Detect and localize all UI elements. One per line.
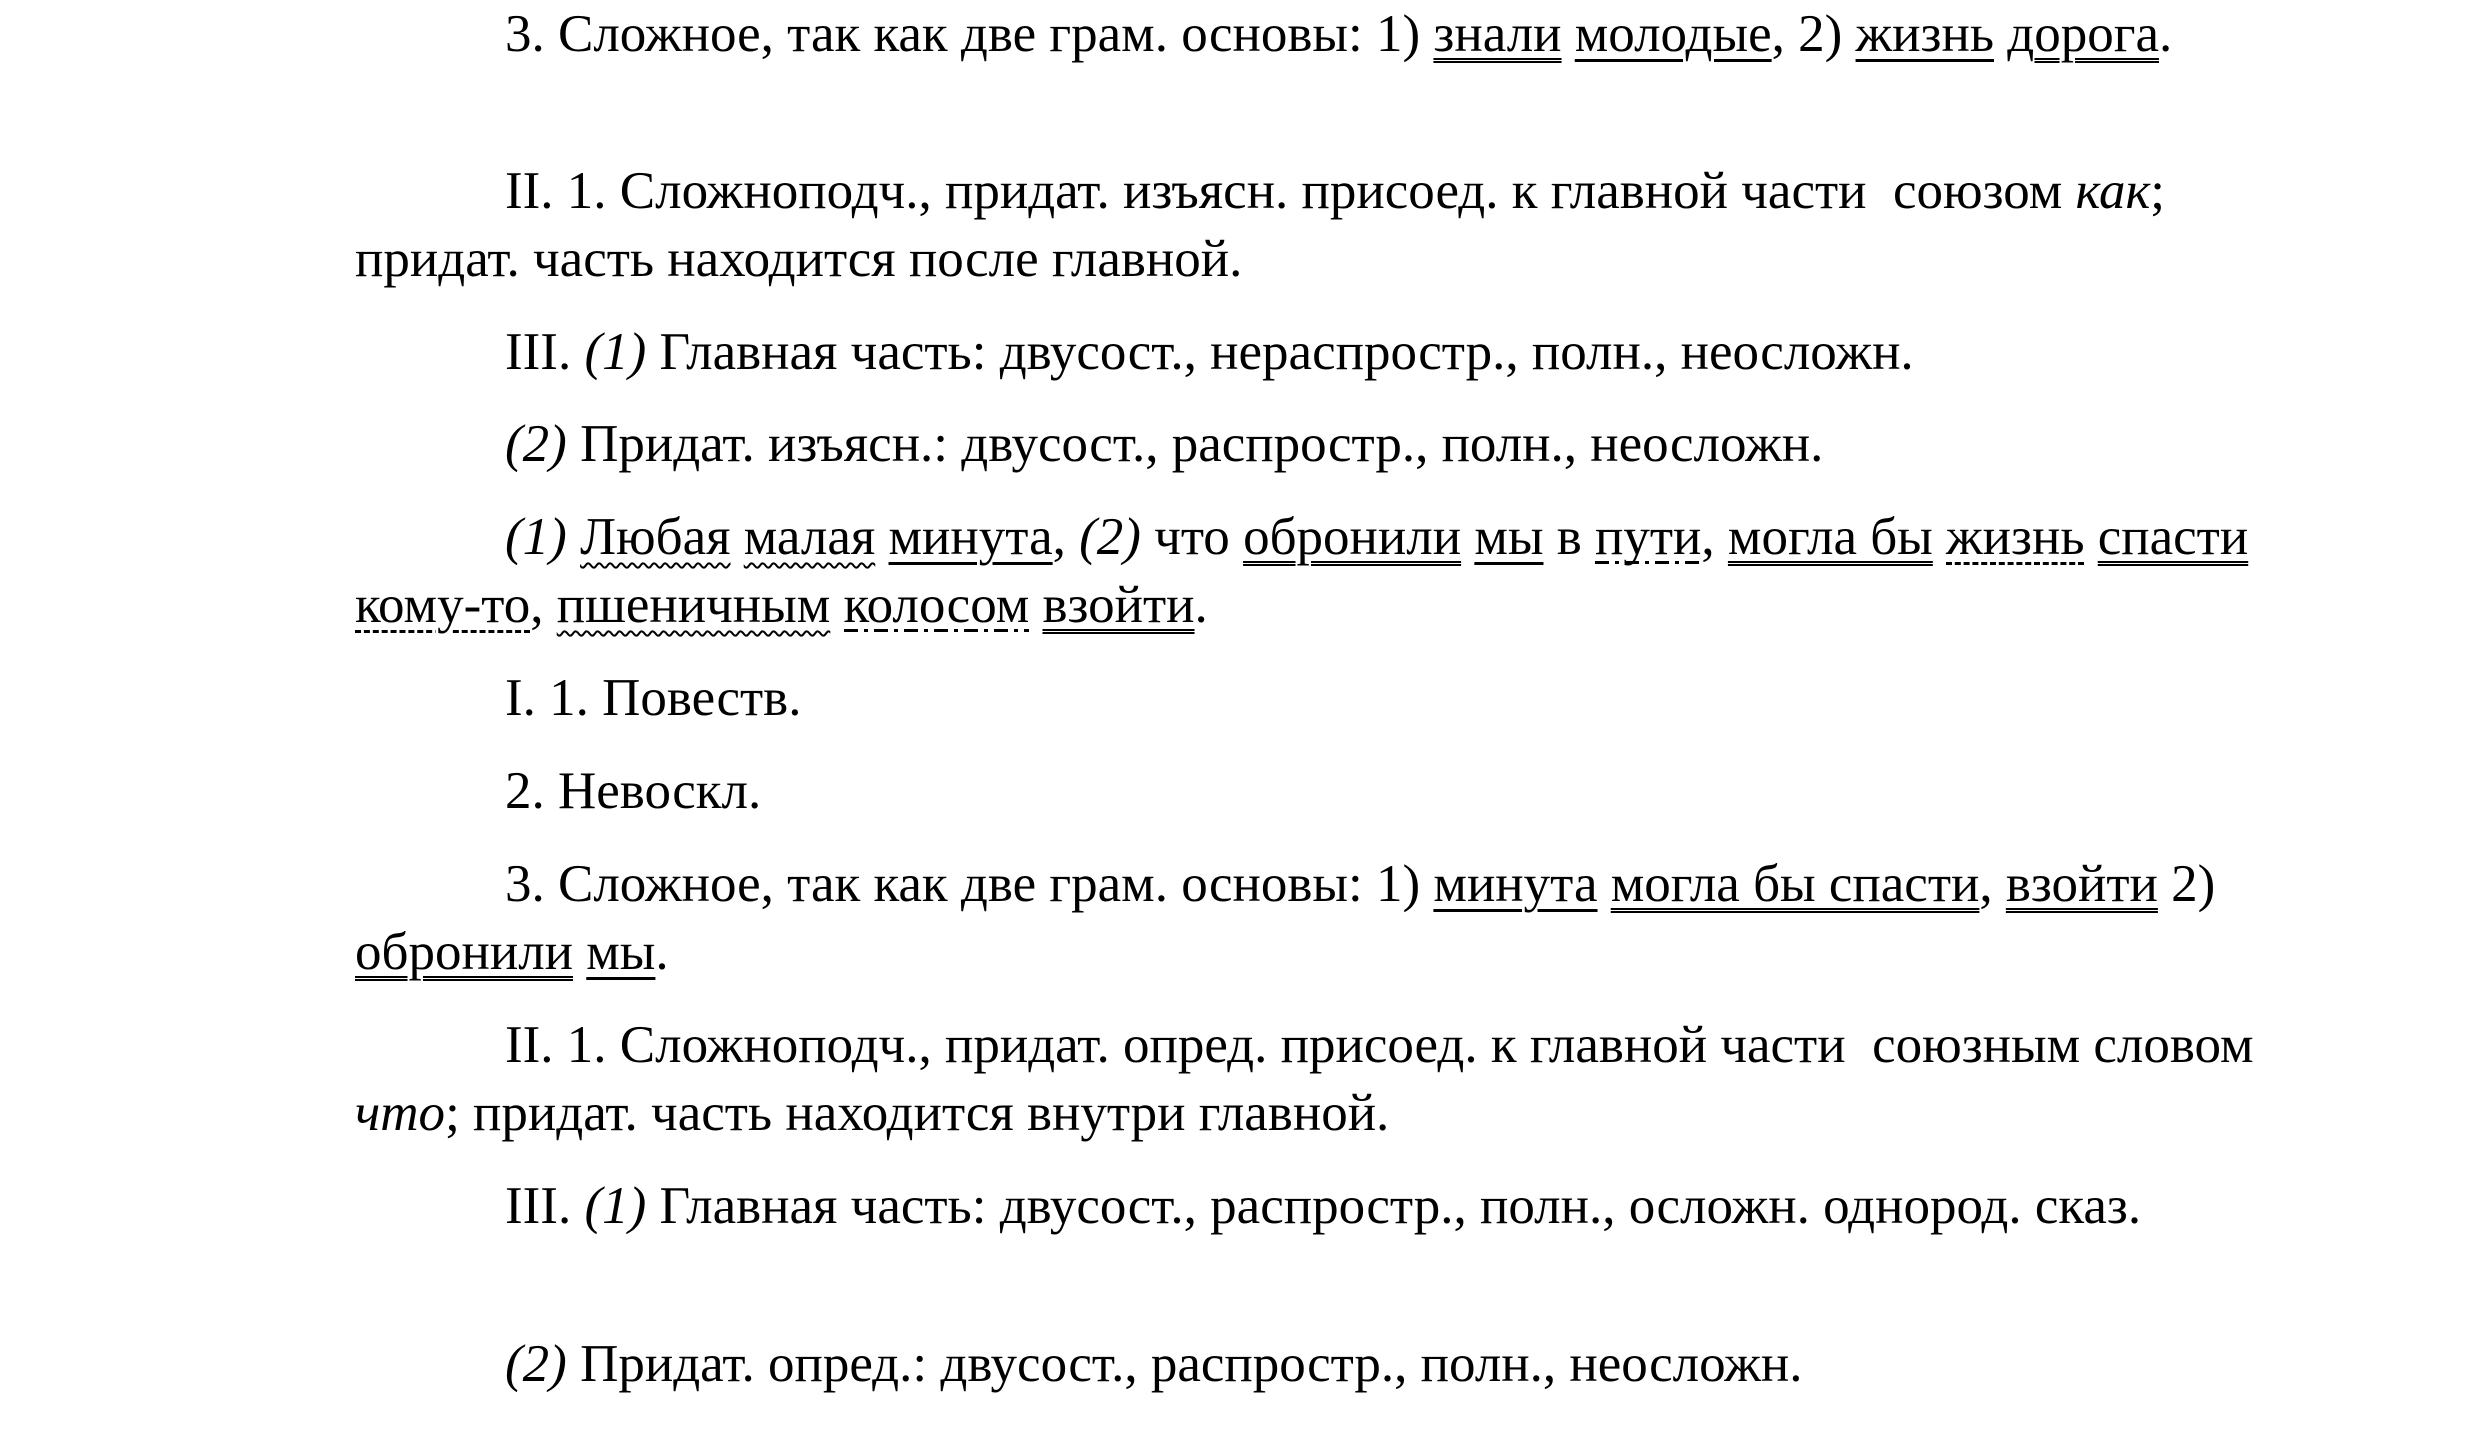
- text-run: 2. Невоскл.: [505, 762, 762, 820]
- text-subj: молодые: [1574, 5, 1772, 63]
- text-run: .: [2158, 5, 2173, 63]
- text-run: [1461, 508, 1474, 566]
- paragraph-4: [355, 410, 2275, 478]
- text-subj: жизнь: [1855, 5, 1994, 63]
- text-run: III.: [505, 323, 585, 381]
- text-run: ,: [1052, 508, 1080, 566]
- text-run: [830, 576, 843, 634]
- text-run: [1029, 576, 1042, 634]
- text-pred: обронили: [355, 923, 574, 981]
- text-run: [1994, 5, 2007, 63]
- text-run: III.: [505, 1177, 585, 1235]
- text-run: Главная часть: двусост., распростр., полн., осложн. однород. сказ.: [646, 1177, 2142, 1235]
- text-run: Главная часть: двусост., нераспростр., полн., неосложн.: [646, 323, 1914, 381]
- text-run: [567, 508, 580, 566]
- paragraph-11: [355, 1330, 2275, 1398]
- text-pred: знали: [1433, 5, 1562, 63]
- text-it: (2): [505, 1335, 567, 1393]
- text-run: .: [1194, 576, 1208, 634]
- text-run: 3. Сложное, так как две грам. основы: 1): [505, 5, 1434, 63]
- text-run: , 2): [1771, 5, 1856, 63]
- paragraph-10: [355, 1172, 2275, 1240]
- text-it: (1): [505, 508, 567, 566]
- paragraph-2: [355, 157, 2275, 293]
- text-subj: минута: [888, 508, 1053, 566]
- text-subj: мы: [586, 923, 656, 981]
- text-adv: пути: [1595, 508, 1702, 566]
- text-run: что: [1140, 508, 1244, 566]
- paragraph-9: [355, 1011, 2275, 1147]
- text-it: (1): [584, 323, 647, 381]
- text-it: что: [355, 1084, 446, 1142]
- paragraph-6: [355, 664, 2275, 732]
- text-run: ; придат. часть находится после главной.: [355, 162, 2179, 288]
- text-subj: минута: [1433, 855, 1598, 913]
- text-pred: взойти: [2005, 855, 2158, 913]
- text-run: 3. Сложное, так как две грам. основы: 1): [505, 855, 1434, 913]
- text-run: ,: [1979, 855, 2006, 913]
- text-attr: Любая: [580, 508, 731, 566]
- text-run: [2248, 508, 2261, 566]
- text-run: [573, 923, 586, 981]
- paragraph-8: [355, 850, 2275, 986]
- text-it: (2): [1079, 508, 1141, 566]
- text-run: ; придат. часть находится внутри главной.: [445, 1084, 1390, 1142]
- paragraph-5: [355, 503, 2275, 639]
- text-pred: обронили: [1243, 508, 1462, 566]
- text-run: II. 1. Сложноподч., придат. изъясн. присоед. к главной части союзом: [505, 162, 2076, 220]
- text-it: (2): [505, 415, 567, 473]
- text-subj: мы: [1474, 508, 1544, 566]
- text-pred: дорога: [2007, 5, 2159, 63]
- text-obj: кому-то: [355, 576, 531, 634]
- text-run: .: [655, 923, 669, 981]
- text-pred: могла бы спасти: [1610, 855, 1980, 913]
- text-obj: жизнь: [1946, 508, 2085, 566]
- text-run: [730, 508, 743, 566]
- text-run: [2085, 508, 2098, 566]
- text-run: [1598, 855, 1611, 913]
- text-run: в: [1543, 508, 1596, 566]
- text-run: II. 1. Сложноподч., придат. опред. присоед. к главной части союзным словом: [505, 1016, 2267, 1074]
- text-run: 2): [2157, 855, 2229, 913]
- text-pred: могла бы: [1727, 508, 1933, 566]
- paragraph-7: [355, 757, 2275, 825]
- text-run: ,: [1701, 508, 1728, 566]
- text-adv: колосом: [843, 576, 1030, 634]
- text-run: [1562, 5, 1575, 63]
- text-run: [875, 508, 888, 566]
- text-attr: пшеничным: [556, 576, 831, 634]
- paragraph-3: [355, 318, 2275, 386]
- text-it: как: [2075, 162, 2151, 220]
- text-run: Придат. изъясн.: двусост., распростр., полн., неосложн.: [566, 415, 1824, 473]
- text-run: I. 1. Повеств.: [505, 669, 802, 727]
- text-run: Придат. опред.: двусост., распростр., полн., неосложн.: [566, 1335, 1803, 1393]
- text-attr: малая: [743, 508, 876, 566]
- paragraph-1: [355, 0, 2275, 68]
- text-pred: взойти: [1042, 576, 1195, 634]
- text-it: (1): [584, 1177, 647, 1235]
- text-run: ,: [530, 576, 557, 634]
- text-pred: спасти: [2097, 508, 2249, 566]
- text-run: [1933, 508, 1946, 566]
